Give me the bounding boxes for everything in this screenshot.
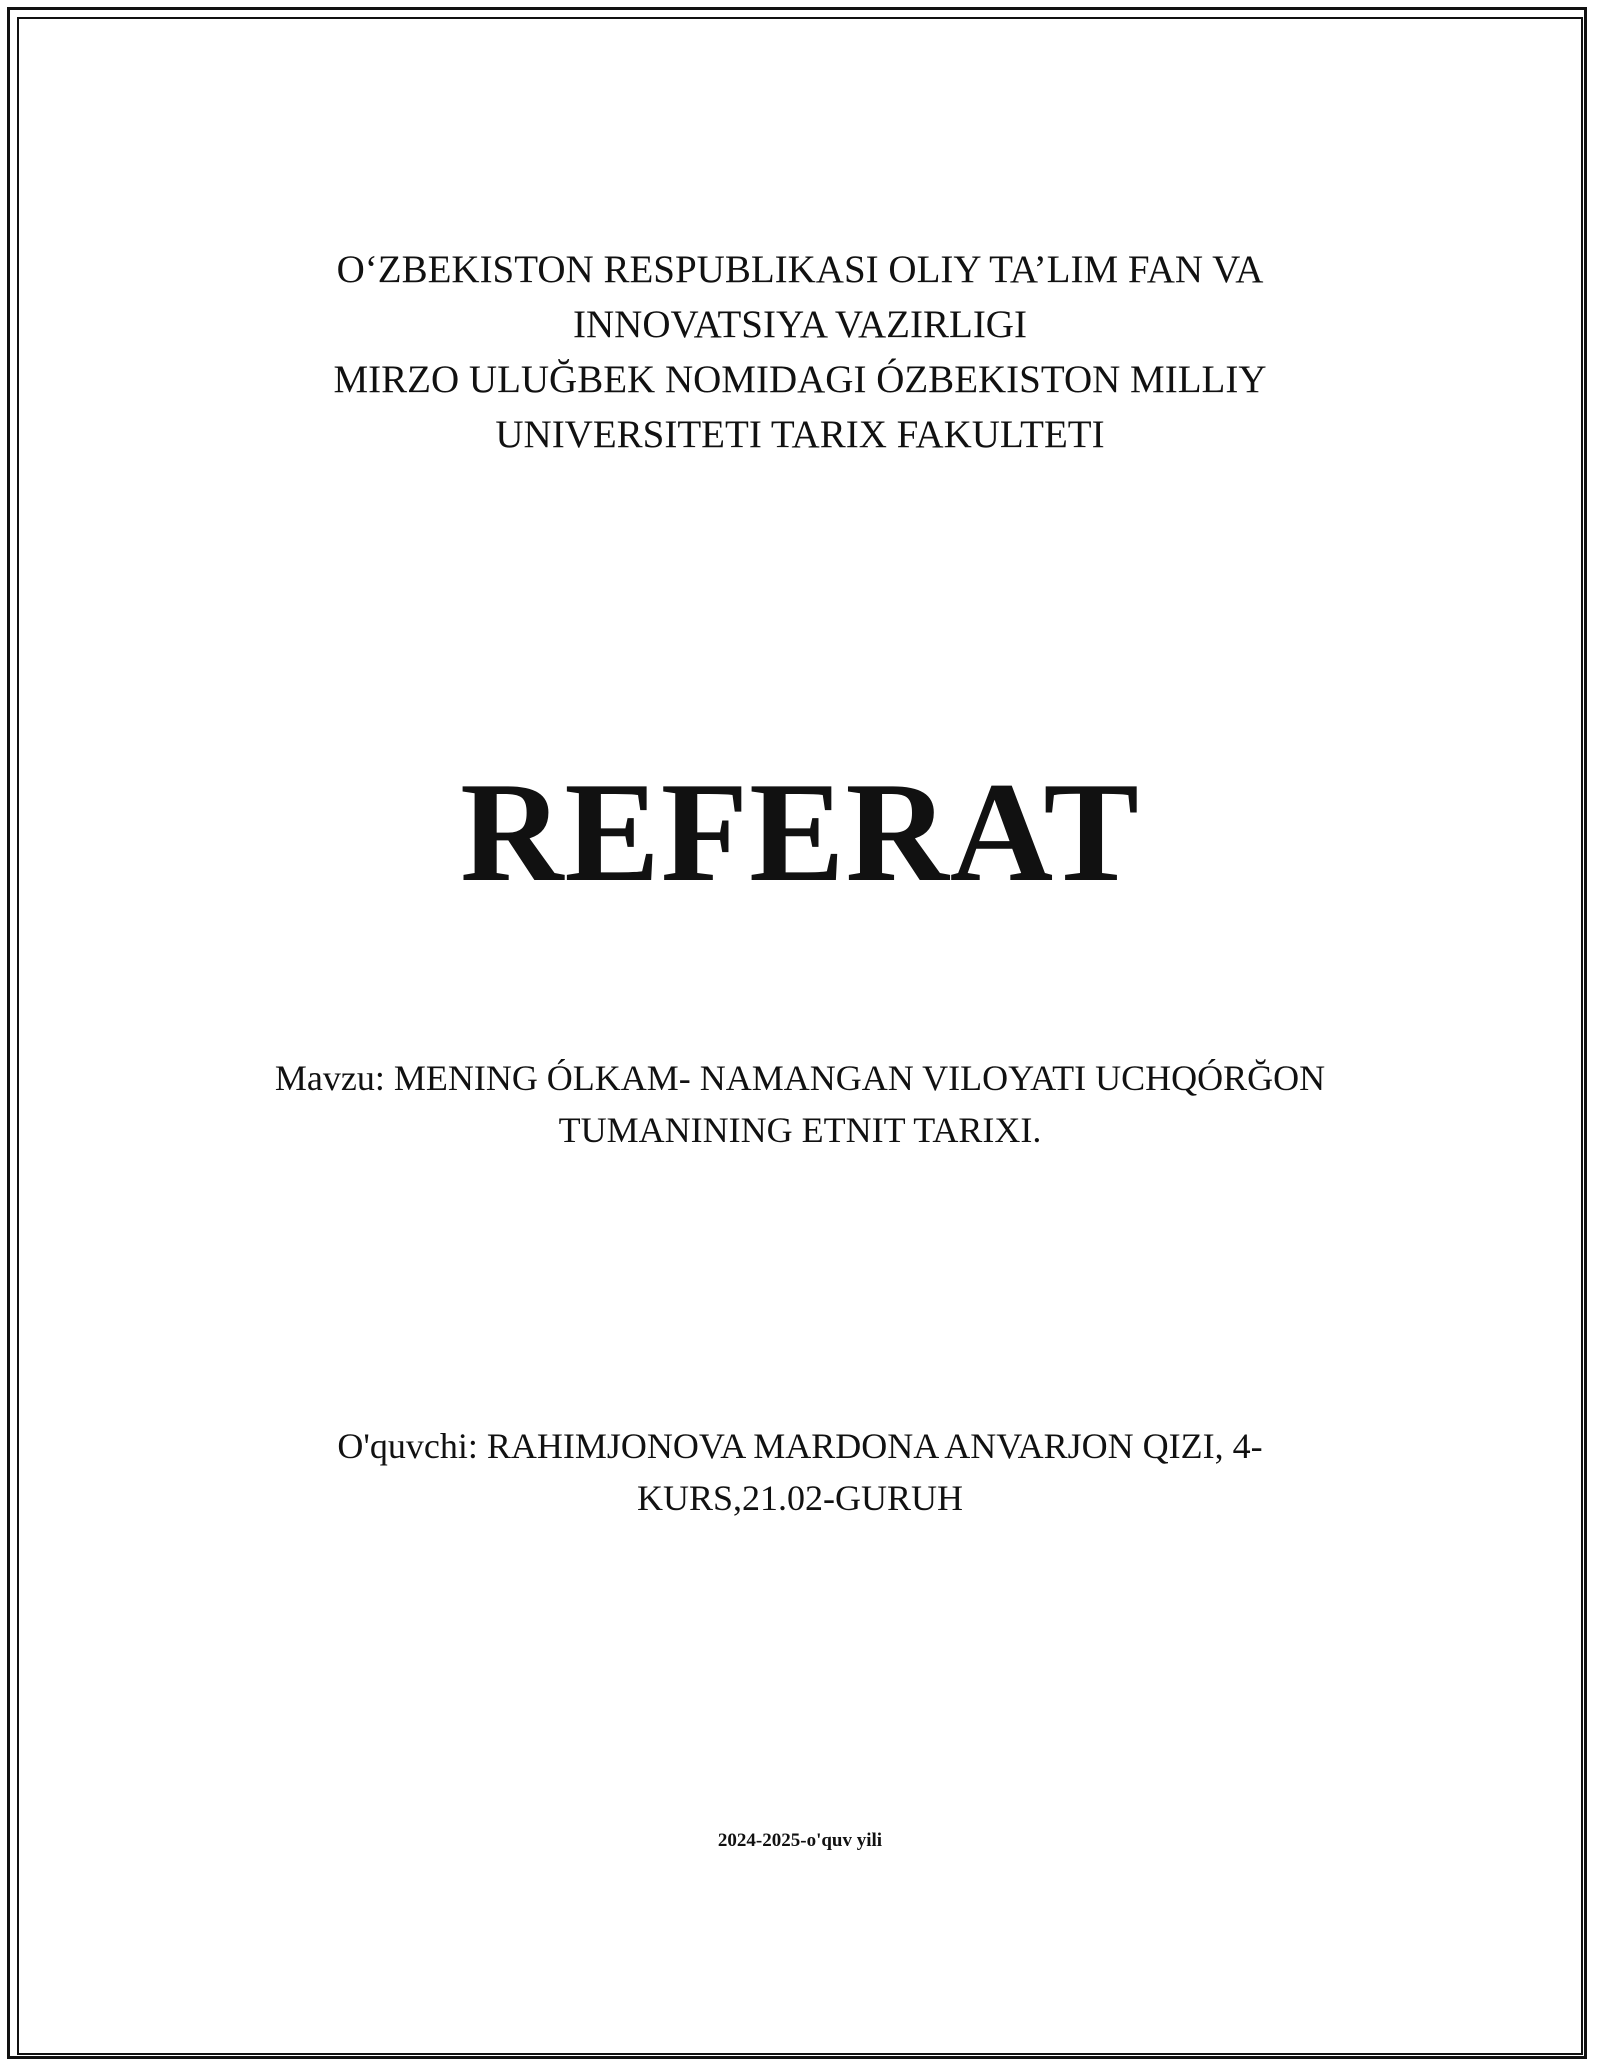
document-title: REFERAT — [460, 753, 1140, 911]
header-line-4: UNIVERSITETI TARIX FAKULTETI — [495, 413, 1105, 456]
topic-block — [0, 1052, 1600, 1156]
student-line-1: O'quvchi: RAHIMJONOVA MARDONA ANVARJON QIZI, 4- — [337, 1426, 1263, 1466]
student-line-2: KURS,21.02-GURUH — [636, 1478, 964, 1518]
header-line-1: O‘ZBEKISTON RESPUBLIKASI OLIY TA’LIM FAN VA — [336, 248, 1264, 291]
topic-line-1: Mavzu: MENING ÓLKAM- NAMANGAN VILOYATI UCHQÓRĞON — [274, 1058, 1326, 1098]
institution-header — [0, 242, 1600, 462]
header-line-2: INNOVATSIYA VAZIRLIGI — [573, 303, 1027, 346]
header-line-3: MIRZO ULUĞBEK NOMIDAGI ÓZBEKISTON MILLIY — [333, 358, 1267, 401]
student-block — [0, 1420, 1600, 1524]
academic-year: 2024-2025-o'quv yili — [717, 1830, 883, 1851]
topic-line-2: TUMANINING ETNIT TARIXI. — [558, 1110, 1042, 1150]
